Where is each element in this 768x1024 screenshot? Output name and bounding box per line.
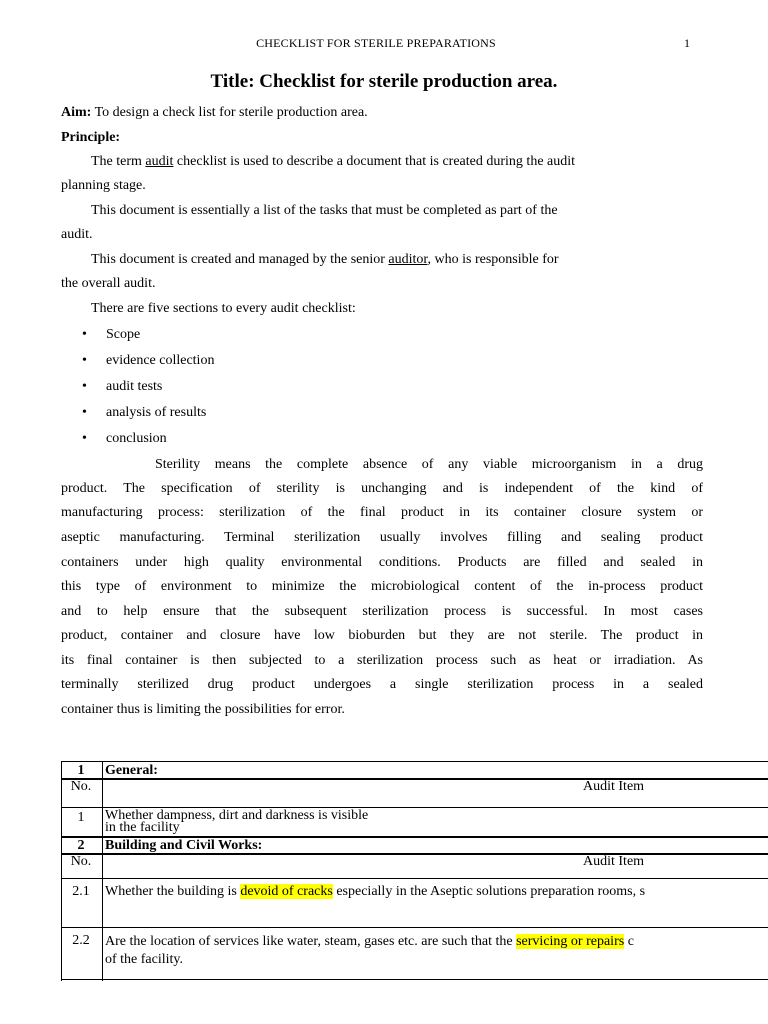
row-audit-item (105, 884, 645, 899)
section-title (105, 838, 262, 853)
aim-line (61, 104, 368, 122)
sterility-line: containers under high quality environmental conditions. Products are filled and sealed in (61, 555, 703, 570)
audit-link[interactable]: audit (145, 154, 174, 169)
table-rule (61, 927, 768, 928)
row-audit-item-line: of the facility. (105, 952, 184, 967)
row-text: Whether the building is (105, 884, 241, 899)
document-title: Title: Checklist for sterile production area. (210, 71, 558, 92)
section-number (61, 838, 101, 853)
bullet-item: analysis of results (106, 405, 207, 420)
bullet-item: conclusion (106, 431, 167, 446)
principle-p1-line1 (91, 153, 575, 171)
section-number (61, 763, 101, 778)
sterility-line: terminally sterilized drug product undergoes a single sterilization process in a sealed (61, 677, 703, 692)
bullet-item: audit tests (106, 379, 163, 394)
p1-pre: The term (91, 154, 146, 169)
principle-label (61, 129, 120, 147)
row-number: 2.2 (72, 933, 90, 948)
principle-p2-line2: audit. (61, 227, 93, 242)
auditor-link[interactable]: auditor (388, 252, 428, 267)
table-rule (61, 778, 768, 780)
aim-label: Aim: (61, 105, 92, 120)
highlighted-text: servicing or repairs (516, 934, 625, 949)
table-rule (61, 761, 768, 762)
p3-post: , who is responsible for (427, 252, 559, 267)
sterility-line: container thus is limiting the possibilities for error. (61, 702, 345, 717)
principle-p3-line1 (91, 251, 559, 269)
row-text: Are the location of services like water, steam, gases etc. are such that the (105, 934, 517, 949)
row-audit-item (105, 933, 634, 969)
bullet-item: Scope (106, 327, 141, 342)
sterility-line: manufacturing process: sterilization of the final product in its container closure system or (61, 505, 703, 520)
bullet-item: evidence collection (106, 353, 215, 368)
p3-pre: This document is created and managed by the senior (91, 252, 389, 267)
column-header-audit-item: Audit Item (583, 779, 645, 794)
row-number: 2.1 (72, 884, 90, 899)
row-number: 1 (77, 810, 85, 825)
principle-heading: Principle: (61, 130, 121, 145)
sterility-line: Sterility means the complete absence of any viable microorganism in a drug (155, 457, 703, 472)
page-number: 1 (684, 36, 690, 50)
bullet-icon: • (82, 327, 87, 342)
row-audit-item (105, 810, 368, 834)
sterility-line: its final container is then subjected to a sterilization process such as heat or irradiation. As (61, 653, 703, 668)
section-title-text: General: (105, 763, 158, 778)
principle-p2-line1: This document is essentially a list of the tasks that must be completed as part of the (91, 203, 558, 218)
sterility-line: product. The specification of sterility is unchanging and is independent of the kind of (61, 481, 703, 496)
bullet-icon: • (82, 379, 87, 394)
column-header-audit-item: Audit Item (583, 854, 645, 869)
row-audit-item-line: in the facility (105, 820, 180, 835)
highlighted-text: devoid of cracks (240, 884, 333, 899)
column-header-no: No. (70, 779, 92, 794)
table-rule (61, 878, 768, 879)
row-audit-item-line: Whether dampness, dirt and darkness is visible (105, 808, 369, 823)
principle-p4: There are five sections to every audit checklist: (91, 301, 356, 316)
table-rule (102, 761, 103, 981)
row-text: especially in the Aseptic solutions preparation rooms, s (332, 884, 646, 899)
audit-checklist-table (61, 761, 768, 981)
table-rule (61, 979, 768, 980)
bullet-icon: • (82, 405, 87, 420)
section-number-text: 1 (77, 763, 85, 778)
bullet-icon: • (82, 431, 87, 446)
bullet-icon: • (82, 353, 87, 368)
section-title (105, 763, 158, 778)
table-rule (61, 853, 768, 855)
section-number-text: 2 (77, 838, 85, 853)
principle-p3-line2: the overall audit. (61, 276, 156, 291)
sterility-line: product, container and closure have low bioburden but they are not sterile. The product in (61, 628, 703, 643)
sterility-line: this type of environment to minimize the microbiological content of the in-process product (61, 579, 703, 594)
principle-p1-line2: planning stage. (61, 178, 146, 193)
column-header-no: No. (70, 854, 92, 869)
running-header: CHECKLIST FOR STERILE PREPARATIONS (256, 36, 496, 50)
row-text: c (624, 934, 634, 949)
sterility-line: aseptic manufacturing. Terminal sterilization usually involves filling and sealing product (61, 530, 703, 545)
sterility-line: and to help ensure that the subsequent sterilization process is successful. In most cases (61, 604, 703, 619)
section-title-text: Building and Civil Works: (105, 838, 263, 853)
table-rule (61, 761, 62, 981)
p1-post: checklist is used to describe a document that is created during the audit (173, 154, 576, 169)
aim-text: To design a check list for sterile production area. (91, 105, 368, 120)
